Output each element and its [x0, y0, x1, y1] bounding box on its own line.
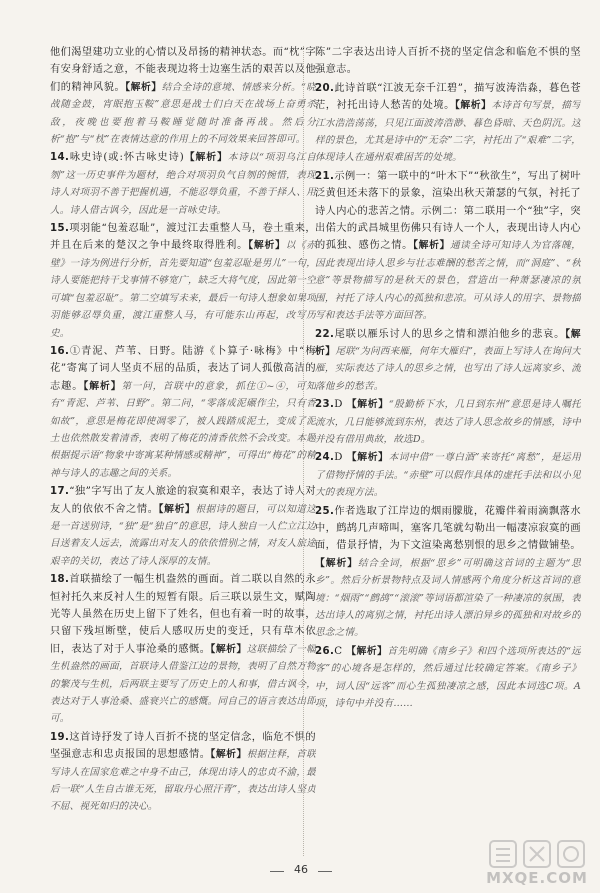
- question-number: 20.: [315, 82, 335, 94]
- page-number: 46: [286, 863, 316, 876]
- analysis-text: 尾联“为问西来雁，何年大雁归”，表面上写诗人在询问大雁，实际表达了诗人的思乡之情，也写出了诗人远离家乡、流落他乡的愁苦。: [315, 345, 581, 392]
- answer-22: [315, 326, 581, 396]
- question-number: 26.: [315, 645, 335, 657]
- analysis-text: 首先明确《南乡子》和四个选项所表达的“远客”的心境各是怎样的，然后通过比较确定答案。《南乡子》中，词人因“远客”而心生孤独凄凉之感，因此本词选C项。A项，诗句中并没有……: [315, 645, 581, 710]
- analysis-text: 结合全诗的意境、情感来分析。“晓战随金鼓，宵眠抱玉鞍”意思是战士们白天在战场上奋勇杀敌，夜晚也要抱着马鞍睡觉随时准备再战。然后分析“抱”与“枕”在表情达意的作用上的不同效果来回答即可。: [50, 81, 316, 146]
- answer-text: ①青泥、芦苇、日野。陆游《卜算子·咏梅》中“梅花”寄寓了词人坚贞不屈的品质，表达了词人孤傲高洁的志趣。: [50, 345, 316, 392]
- question-number: 25.: [315, 505, 335, 517]
- analysis-text: 本诗以“项羽乌江自刎”这一历史事件为题材，绝合对项羽负气自刎的惋惜，表现诗人对项羽不善于把握机遇，不能忍辱负重，不善于择人、用人。诗人借古讽今，因此是一首咏史诗。: [50, 152, 316, 216]
- analysis-tag: 【解析】: [158, 503, 196, 515]
- analysis-text: “殷勤桥下水，几日到东州”意思是诗人嘱托流水，几日能够流到东州，表达了诗人思念故乡的情感，诗中并没有借用典故，故选D。: [315, 399, 581, 445]
- question-number: 14.: [50, 152, 70, 164]
- answer-choice: D: [334, 399, 343, 411]
- answer-text: 示例一：第一联中的“叶木下”“秋欲生”，写出了树叶泛黄但还未落下的景象，渲染出秋天萧瑟的气氛，衬托了诗人内心的悲苦之情。示例二：第二联用一个“独”字，突出偌大的武昌城里伤佛只有诗人一个人，表现出诗人内心的孤独、感伤之情。: [315, 170, 581, 252]
- answer-25: [315, 503, 581, 642]
- answer-18: [50, 571, 316, 728]
- answer-text: 这首诗抒发了诗人百折不挠的坚定信念，临危不惧的坚强意志和忠贞报国的思想感情。: [50, 731, 316, 761]
- answer-continued: [315, 44, 581, 79]
- analysis-text: 本诗首句写景，描写江水浩浩荡荡，只见江面波涛浩渺、暮色昏暗、天色阴沉。这样的景色，尤其是诗中的“无奈”二字，衬托出了“艰难”二字，体现诗人在通州艰难困苦的处境。: [315, 100, 581, 164]
- left-column: [50, 44, 316, 850]
- question-number: 19.: [50, 731, 70, 743]
- analysis-text: 结合全词，根据“思乡”可明确这首词的主题为“思乡”。然后分析景物特点及词人情感两个角度分析这首词的意境：“烟雨”“鹧鸪”“滚滚”等词语都渲染了一种凄凉的氛围，表达出诗人的离别之情，衬托出诗人漂泊异乡的孤独和对故乡的思念之情。: [315, 557, 581, 639]
- analysis-tag: 【解析】: [315, 328, 581, 357]
- watermark-icon: [482, 837, 592, 873]
- analysis-tag: 【解析】: [412, 240, 451, 252]
- watermark-logo: [482, 837, 592, 889]
- analysis-text: 这联描绘了一幅生机盎然的画面，首联诗人借鉴江边的景物，表明了自然万物的繁茂与生机，后两联主要写了历史上的人和事，借古讽今，表达对于人事沧桑、盛衰兴亡的感慨。同自己的语言表达出即可。: [50, 643, 316, 725]
- answer-text: 他们渴望建功立业的心情以及昂扬的精神状态。而“枕”字有安身舒适之意，不能表现边将士边塞生活的艰苦以及他们的精神风貌。: [50, 47, 316, 93]
- analysis-text: 本词中借“一尊白酒”来寄托“离愁”，是运用了借物抒情的手法。“赤壁”可以假作具体的虚托手法和以小见大的表现方法。: [315, 452, 581, 499]
- analysis-text: 通读全诗可知诗人为官落魄，因此表现出诗人思乡与壮志难酬的愁苦之情，而“洞庭”、“秋意”等景物描写的是秋天的景色，营造出一种萧瑟凄凉的氛围，衬托了诗人内心的孤独和悲凉。可从诗人的用字、景物描写和表达手法等方面回答。: [315, 240, 581, 322]
- answer-text: “独”字写出了友人旅途的寂寞和艰辛，表达了诗人对友人的依依不舍之情。: [50, 486, 316, 515]
- answer-21: [315, 168, 581, 325]
- question-number: 18.: [50, 574, 70, 586]
- analysis-text: 根据诗的题目，可以知道这是一首送别诗，“独”是“独自”的意思，诗人独自一人伫立江边目送着友人远去，流露出对友人的依依惜别之情，对友人旅途艰辛的关切，表达了诗人深厚的友情。: [50, 503, 316, 567]
- question-number: 16.: [50, 345, 70, 357]
- answer-15: [50, 220, 316, 342]
- analysis-tag: 【解析】: [346, 452, 389, 464]
- analysis-text: 根据注释，首联写诗人在国家危难之中身不由己，体现出诗人的忠贞不渝，最后一联“人生自古谁无死，留取丹心照汗青”，表达出诗人坚贞不屈、视死如归的决心。: [50, 749, 316, 813]
- answer-text: 项羽能“包羞忍耻”，渡过江去重整人马，卷土重来，并且在后来的楚汉之争中最终取得胜利。: [50, 223, 316, 252]
- question-number: 21.: [315, 170, 335, 182]
- answer-continued: [50, 44, 316, 148]
- answer-19: [50, 729, 316, 816]
- answer-choice: D: [334, 452, 343, 464]
- answer-24: [315, 449, 581, 501]
- watermark-text: MXQE.COM: [486, 869, 588, 887]
- answer-choice: C: [334, 645, 343, 657]
- analysis-tag: 【解析】: [248, 240, 286, 252]
- question-number: 23.: [315, 399, 335, 411]
- answer-23: [315, 396, 581, 448]
- analysis-tag: 【解析】: [83, 380, 122, 392]
- answer-20: [315, 80, 581, 167]
- analysis-tag: 【解析】: [454, 100, 492, 112]
- analysis-tag: 【解析】: [346, 645, 388, 657]
- answer-text: 作者选取了江岸边的烟雨朦胧，花瓣伴着雨滴飘落水中，鹧鸪几声啼叫，塞客几笔就勾勒出一幅凄凉寂寞的画面，借景抒情，为下文渲染离愁别恨的思乡之情做铺垫。: [315, 505, 581, 552]
- answer-text: 尾联以雁乐讨人的思乡之情和漂泊他乡的悲哀。: [334, 328, 566, 340]
- answer-16: [50, 343, 316, 482]
- question-number: 15.: [50, 223, 70, 235]
- analysis-tag: 【解析】: [210, 643, 247, 655]
- answer-14: [50, 149, 316, 219]
- answer-17: [50, 483, 316, 570]
- question-number: 22.: [315, 328, 335, 340]
- right-column: [315, 44, 581, 864]
- answer-text: 咏史诗(或:怀古咏史诗): [69, 152, 185, 164]
- analysis-text: 第一问，首联中的意象，抓住①~④，可知有“青泥、芦苇、日野”。第二问，“零落成泥碾作尘，只有香如故”，意思是梅花即使凋零了，被人践踏成泥土，变成了泥土也依然散发着清香，表明了梅花的清香依然不会改变。本题根据提示语“物象中寄寓某种情感或精神”，可得出“梅花”的精神与诗人的志趣之间的关系。: [50, 380, 316, 479]
- analysis-tag: 【解析】: [210, 749, 247, 761]
- analysis-tag: 【解析】: [125, 81, 162, 93]
- answer-26: [315, 643, 581, 713]
- question-number: 17.: [50, 486, 70, 498]
- analysis-text: 以《赤壁》一诗为例进行分析，首先要知道“包羞忍耻是男儿”一句，诗人要能把持干戈事情不够宽广，缺乏大将气度，因此第一空可填“包羞忍耻”。第二空填写未来，最后一句诗人想象如果项羽能够忍辱负重，渡江重整人马，有可能东山再起，改写历史。: [50, 240, 316, 339]
- analysis-tag: 【解析】: [346, 399, 389, 411]
- analysis-tag: 【解析】: [315, 557, 358, 569]
- answer-text: 首联描绘了一幅生机盎然的画面。首二联以自然的永恒衬托久来反衬人生的短暂有限。后三联以景生文，赋陶光等人虽然在历史上留下了姓名，但也有着一时的故事，只留下残垣断壁，使后人感叹历史的变迁，只有草木依旧，表达了对于人事沧桑的感慨。: [50, 574, 316, 655]
- question-number: 24.: [315, 452, 335, 464]
- column-divider: [303, 46, 304, 856]
- answer-text: 此诗首联“江波无奈千江碧”，描写波涛浩淼，暮色苍茫，衬托出诗人愁苦的处境。: [315, 82, 581, 112]
- analysis-tag: 【解析】: [184, 152, 228, 164]
- answer-text: 陈”二字表达出诗人百折不挠的坚定信念和临危不惧的坚强意志。: [315, 47, 581, 76]
